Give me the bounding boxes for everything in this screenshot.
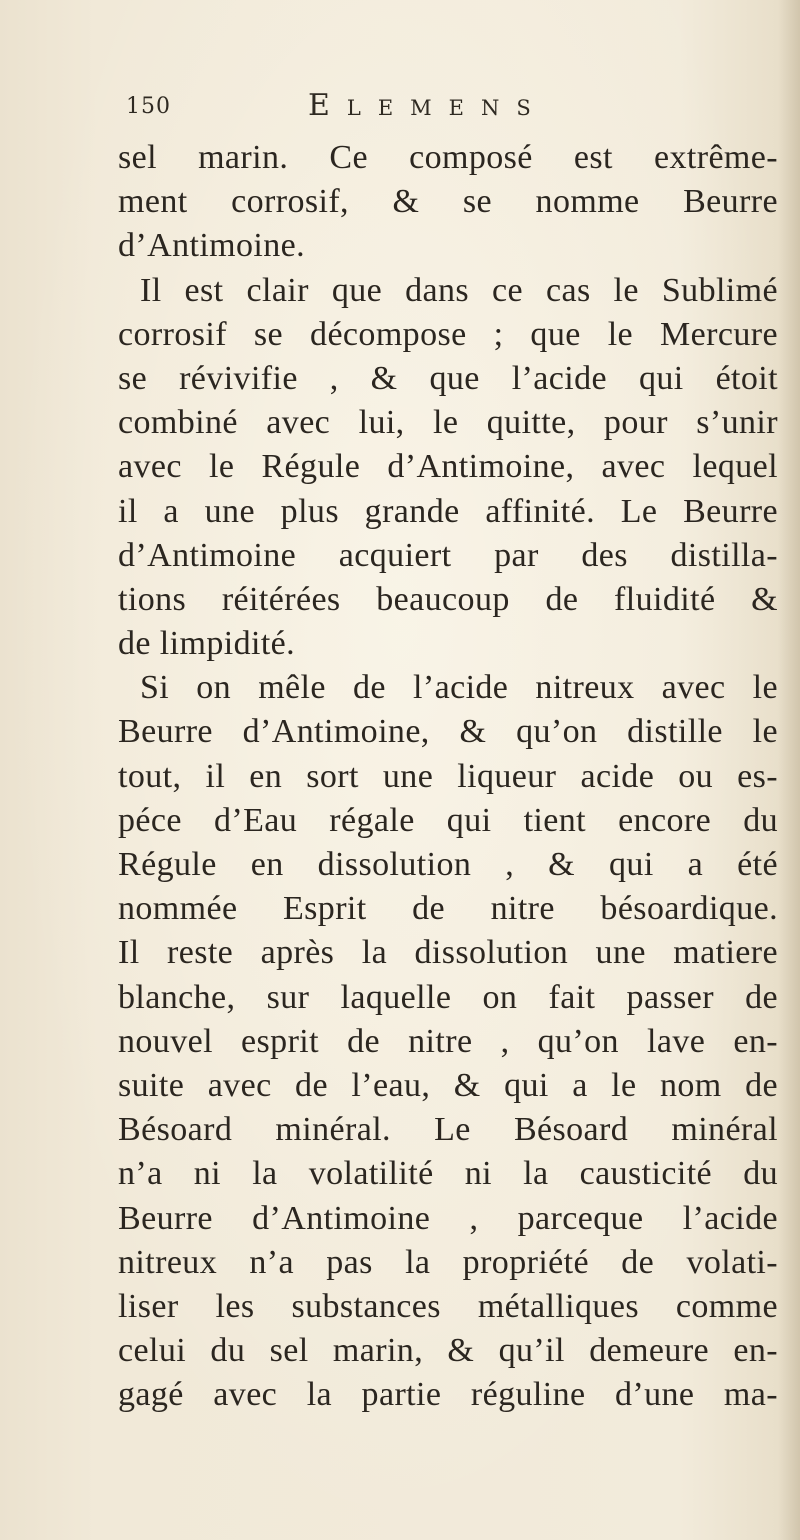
text-line: Si on mêle de l’acide nitreux avec le — [140, 669, 778, 707]
text-line: gagé avec la partie réguline d’une ma- — [118, 1376, 778, 1414]
text-line: d’Antimoine acquiert par des distilla- — [118, 536, 778, 574]
text-line: Beurre d’Antimoine , parceque l’acide — [118, 1199, 778, 1237]
text-line: combiné avec lui, le quitte, pour s’unir — [118, 404, 778, 442]
text-line: Beurre d’Antimoine, & qu’on distille le — [118, 713, 778, 751]
body-text — [118, 136, 778, 1417]
text-line: nitreux n’a pas la propriété de volati- — [118, 1243, 778, 1281]
text-line: d’Antimoine. — [118, 227, 306, 265]
text-line: péce d’Eau régale qui tient encore du — [118, 801, 778, 839]
page-number: 150 — [126, 94, 171, 119]
text-line: Bésoard minéral. Le Bésoard minéral — [118, 1111, 778, 1149]
text-line: tions réitérées beaucoup de fluidité & — [118, 580, 778, 618]
text-line: Il reste après la dissolution une matiere — [118, 934, 778, 972]
text-line: nouvel esprit de nitre , qu’on lave en- — [118, 1022, 778, 1060]
text-line: blanche, sur laquelle on fait passer de — [118, 978, 778, 1016]
text-line: sel marin. Ce composé est extrême- — [118, 139, 778, 176]
page-edge-shadow — [778, 0, 800, 1540]
text-line: nommée Esprit de nitre bésoardique. — [118, 890, 778, 928]
text-line: n’a ni la volatilité ni la causticité du — [118, 1155, 778, 1193]
text-line: tout, il en sort une liqueur acide ou es- — [118, 757, 778, 795]
text-line: ment corrosif, & se nomme Beurre — [118, 183, 778, 221]
text-line: Il est clair que dans ce cas le Sublimé — [140, 271, 778, 309]
text-line: liser les substances métalliques comme — [118, 1287, 778, 1325]
text-line: il a une plus grande affinité. Le Beurre — [118, 492, 778, 530]
text-line: avec le Régule d’Antimoine, avec lequel — [118, 448, 778, 486]
text-line: celui du sel marin, & qu’il demeure en- — [118, 1332, 778, 1370]
text-line: de limpidité. — [118, 625, 296, 663]
running-header — [118, 88, 638, 128]
running-title: Elemens — [308, 88, 548, 123]
text-line: corrosif se décompose ; que le Mercure — [118, 315, 778, 353]
text-line: suite avec de l’eau, & qui a le nom de — [118, 1066, 778, 1104]
text-line: Régule en dissolution , & qui a été — [118, 846, 778, 883]
text-line: se révivifie , & que l’acide qui étoit — [118, 359, 778, 397]
